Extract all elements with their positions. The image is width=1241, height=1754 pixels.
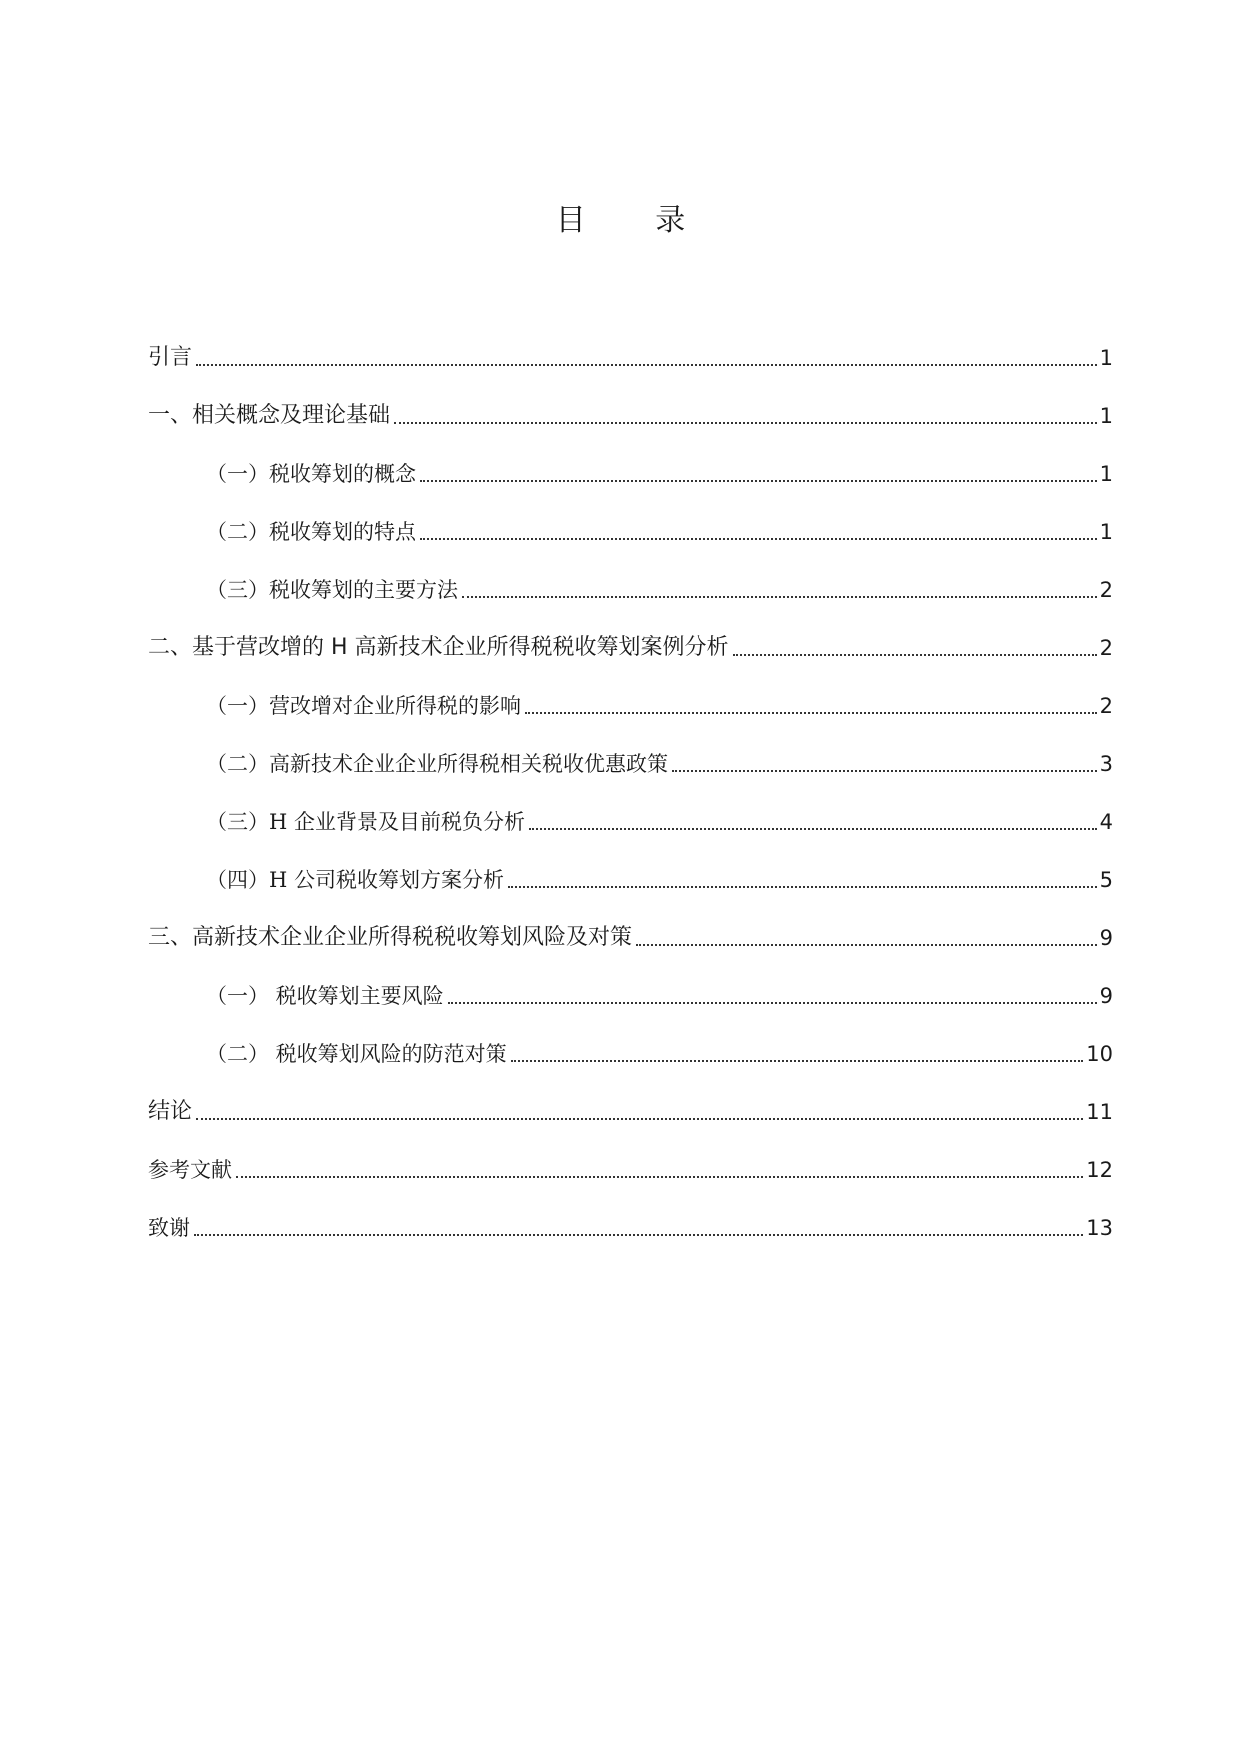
toc-entry-page: 4 xyxy=(1099,810,1113,834)
toc-entry[interactable] xyxy=(148,663,1113,721)
toc-leader-dots xyxy=(420,479,1097,482)
toc-entry-label: （二）高新技术企业企业所得税相关税收优惠政策 xyxy=(206,752,668,776)
toc-leader-dots xyxy=(462,595,1097,598)
toc-leader-dots xyxy=(394,421,1097,424)
toc-entry[interactable] xyxy=(148,1069,1113,1127)
toc-entry-page: 2 xyxy=(1099,694,1113,718)
toc-entry[interactable] xyxy=(148,953,1113,1011)
toc-leader-dots xyxy=(529,827,1097,830)
toc-entry-page: 1 xyxy=(1099,404,1113,428)
toc-entry-page: 2 xyxy=(1099,578,1113,602)
toc-entry[interactable] xyxy=(148,373,1113,431)
toc-entry[interactable] xyxy=(148,605,1113,663)
toc-list xyxy=(148,315,1113,1243)
toc-leader-dots xyxy=(672,769,1097,772)
toc-entry-page: 13 xyxy=(1086,1216,1113,1240)
toc-entry-page: 10 xyxy=(1086,1042,1113,1066)
toc-entry-page: 5 xyxy=(1099,868,1113,892)
toc-title: 目 录 xyxy=(555,203,716,238)
toc-entry-label: （一）营改增对企业所得税的影响 xyxy=(206,694,521,718)
toc-entry-page: 1 xyxy=(1099,346,1113,370)
toc-leader-dots xyxy=(194,1233,1083,1236)
toc-entry-label: （三）H 企业背景及目前税负分析 xyxy=(206,810,525,834)
toc-entry[interactable] xyxy=(148,895,1113,953)
toc-entry-label: （一） 税收筹划主要风险 xyxy=(206,984,444,1008)
toc-entry[interactable] xyxy=(148,779,1113,837)
toc-entry-label: 致谢 xyxy=(148,1216,190,1240)
toc-entry-label: （二） 税收筹划风险的防范对策 xyxy=(206,1042,507,1066)
toc-leader-dots xyxy=(196,1117,1083,1120)
toc-entry-label: 结论 xyxy=(148,1099,193,1124)
toc-entry-page: 9 xyxy=(1099,984,1113,1008)
toc-entry[interactable] xyxy=(148,489,1113,547)
toc-leader-dots xyxy=(196,363,1097,366)
toc-entry-label: （二）税收筹划的特点 xyxy=(206,520,416,544)
toc-leader-dots xyxy=(733,653,1097,656)
toc-entry-page: 11 xyxy=(1086,1100,1113,1124)
toc-entry-page: 9 xyxy=(1099,926,1113,950)
toc-entry-page: 1 xyxy=(1099,462,1113,486)
toc-entry-label: 二、基于营改增的 H 高新技术企业所得税税收筹划案例分析 xyxy=(148,635,729,660)
toc-entry[interactable] xyxy=(148,837,1113,895)
toc-entry[interactable] xyxy=(148,721,1113,779)
toc-leader-dots xyxy=(636,943,1097,946)
toc-entry[interactable] xyxy=(148,315,1113,373)
toc-entry-label: （一）税收筹划的概念 xyxy=(206,462,416,486)
toc-entry-label: 一、相关概念及理论基础 xyxy=(148,403,391,428)
toc-entry-page: 3 xyxy=(1099,752,1113,776)
toc-leader-dots xyxy=(236,1175,1083,1178)
toc-entry-label: （三）税收筹划的主要方法 xyxy=(206,578,458,602)
toc-leader-dots xyxy=(511,1059,1084,1062)
toc-entry-label: 参考文献 xyxy=(148,1158,232,1182)
toc-entry[interactable] xyxy=(148,547,1113,605)
toc-entry-page: 2 xyxy=(1099,636,1113,660)
toc-leader-dots xyxy=(525,711,1097,714)
toc-entry-label: 三、高新技术企业企业所得税税收筹划风险及对策 xyxy=(148,925,633,950)
toc-entry-label: 引言 xyxy=(148,345,193,370)
toc-entry-page: 12 xyxy=(1086,1158,1113,1182)
toc-entry-label: （四）H 公司税收筹划方案分析 xyxy=(206,868,504,892)
toc-leader-dots xyxy=(448,1001,1097,1004)
toc-entry[interactable] xyxy=(148,431,1113,489)
toc-leader-dots xyxy=(420,537,1097,540)
toc-entry[interactable] xyxy=(148,1127,1113,1185)
toc-leader-dots xyxy=(508,885,1097,888)
toc-entry[interactable] xyxy=(148,1011,1113,1069)
toc-entry-page: 1 xyxy=(1099,520,1113,544)
toc-entry[interactable] xyxy=(148,1185,1113,1243)
